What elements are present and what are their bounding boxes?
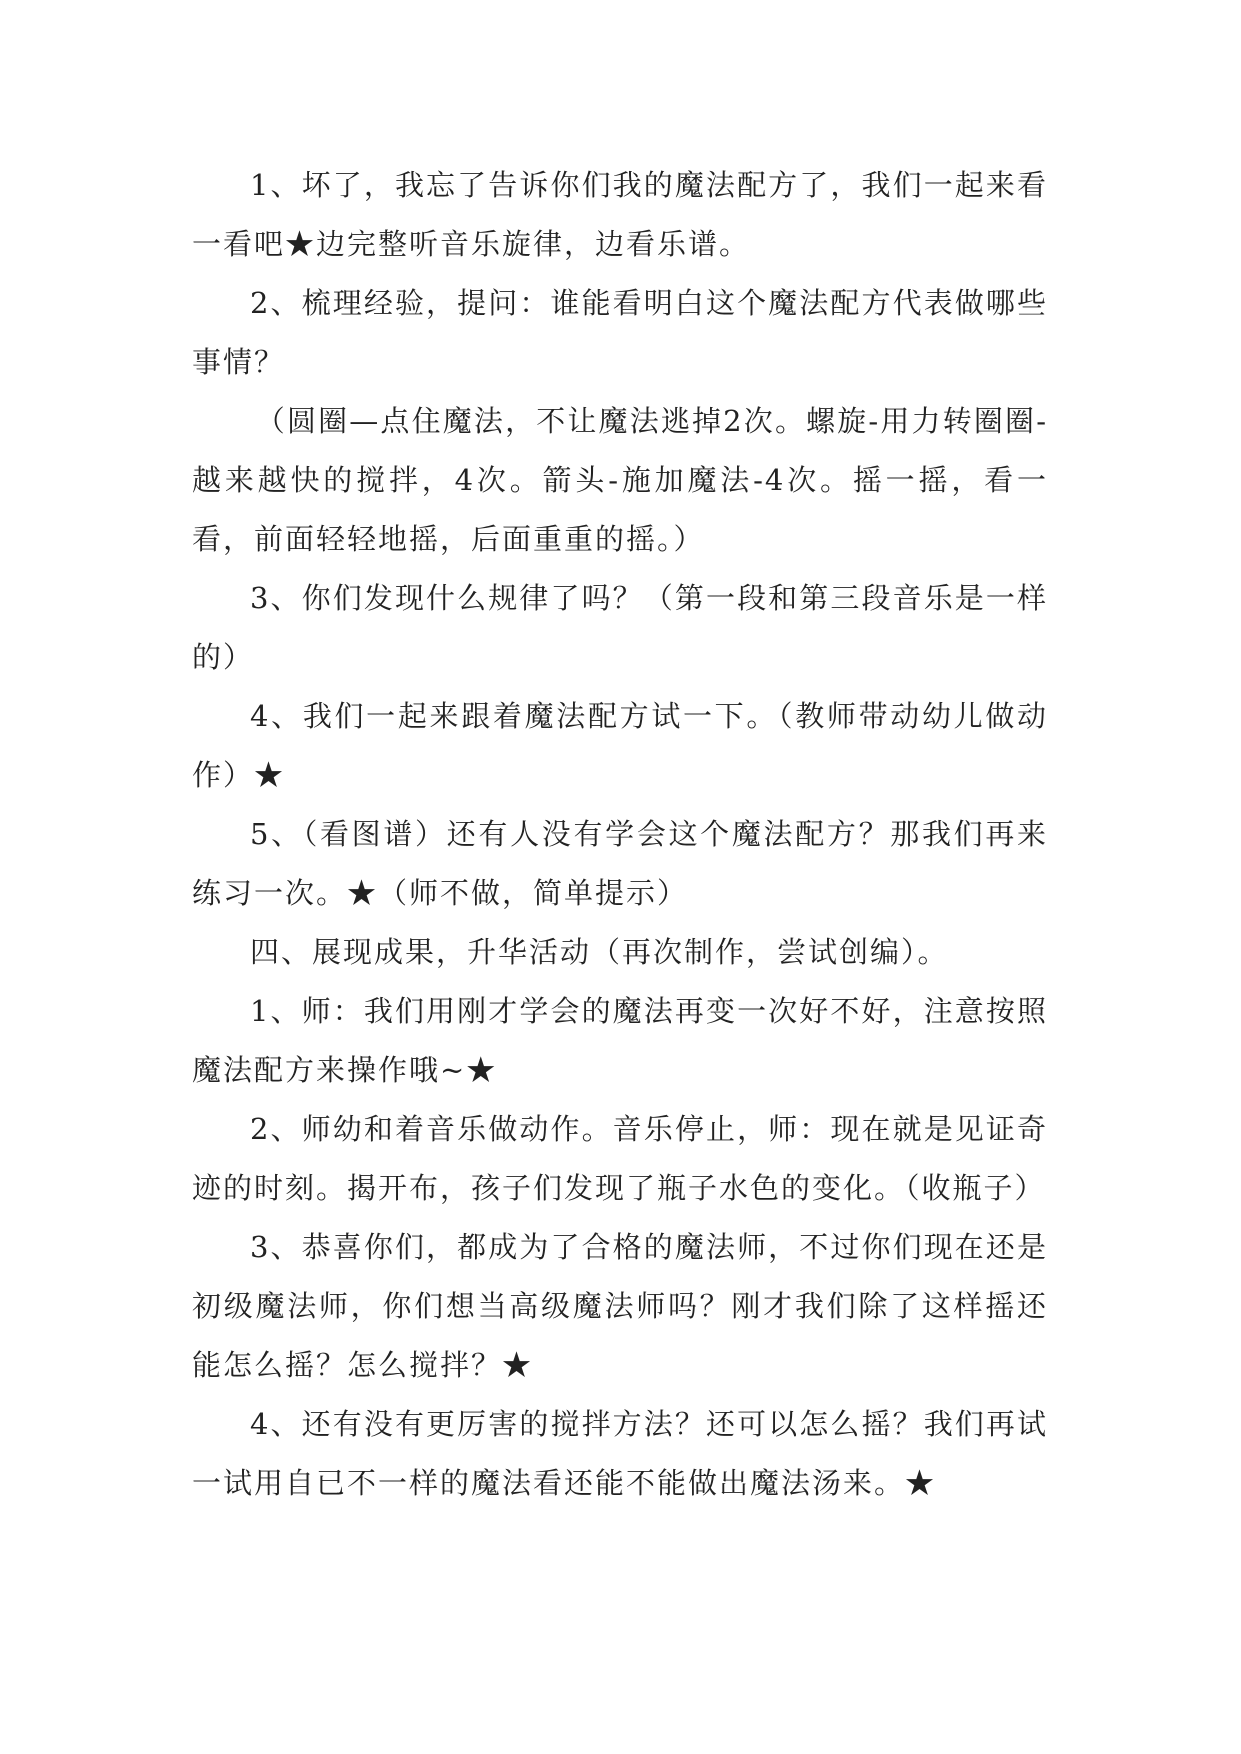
paragraph-step-5-review: 5、（看图谱）还有人没有学会这个魔法配方？那我们再来练习一次。★（师不做，简单提示） xyxy=(192,817,1048,910)
paragraph-step-4-practice: 4、我们一起来跟着魔法配方试一下。（教师带动幼儿做动作）★ xyxy=(192,699,1048,792)
document-body xyxy=(192,156,1048,1513)
paragraph-section4-step-4: 4、还有没有更厉害的搅拌方法？还可以怎么摇？我们再试一试用自已不一样的魔法看还能不能做出魔法汤来。★ xyxy=(192,1407,1048,1500)
paragraph-section4-step-2: 2、师幼和着音乐做动作。音乐停止，师：现在就是见证奇迹的时刻。揭开布，孩子们发现了瓶子水色的变化。（收瓶子） xyxy=(192,1112,1048,1205)
paragraph-recipe-explanation: （圆圈—点住魔法，不让魔法逃掉2次。螺旋-用力转圈圈-越来越快的搅拌，4次。箭头-施加魔法-4次。摇一摇，看一看，前面轻轻地摇，后面重重的摇。） xyxy=(192,404,1048,556)
section-heading-four: 四、展现成果，升华活动（再次制作，尝试创编）。 xyxy=(250,935,949,969)
paragraph-section4-step-3: 3、恭喜你们，都成为了合格的魔法师，不过你们现在还是初级魔法师，你们想当高级魔法师吗？刚才我们除了这样摇还能怎么摇？怎么搅拌？★ xyxy=(192,1230,1048,1382)
paragraph-step-1-recipe: 1、坏了，我忘了告诉你们我的魔法配方了，我们一起来看一看吧★边完整听音乐旋律，边看乐谱。 xyxy=(192,168,1048,261)
paragraph-step-3-pattern: 3、你们发现什么规律了吗？（第一段和第三段音乐是一样的） xyxy=(192,581,1048,674)
paragraph-section4-step-1: 1、师：我们用刚才学会的魔法再变一次好不好，注意按照魔法配方来操作哦~★ xyxy=(192,994,1048,1087)
paragraph-step-2-question: 2、梳理经验，提问：谁能看明白这个魔法配方代表做哪些事情？ xyxy=(192,286,1048,379)
